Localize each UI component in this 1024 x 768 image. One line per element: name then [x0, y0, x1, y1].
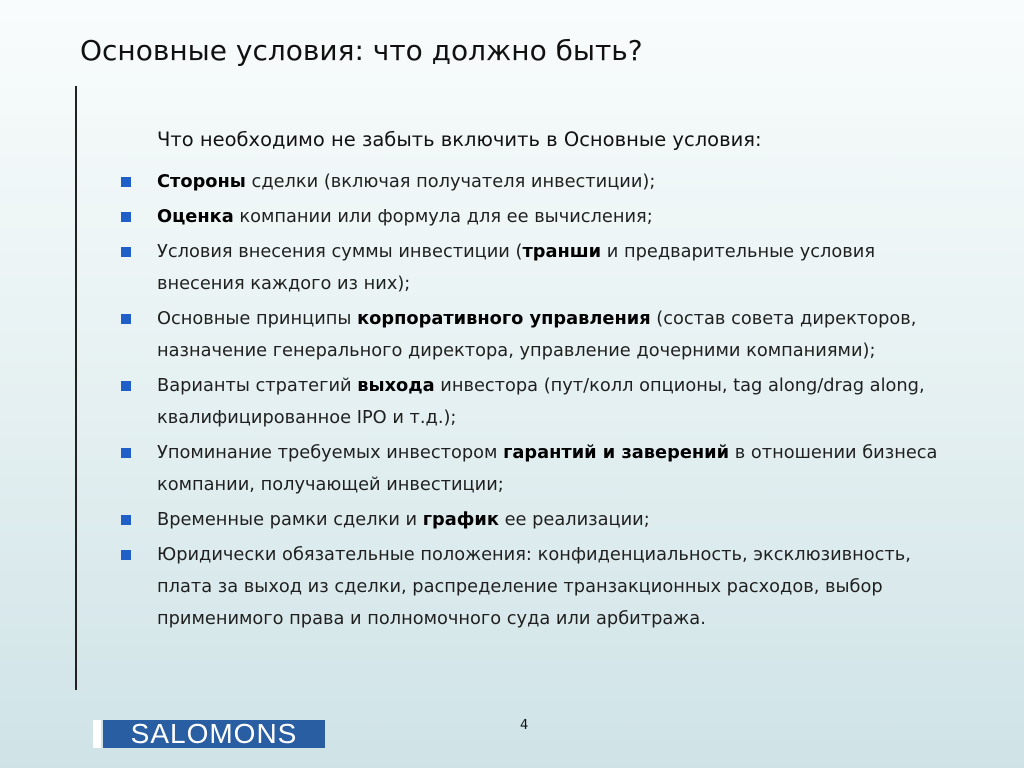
slide-title: Основные условия: что должно быть? — [80, 34, 643, 67]
bullet-text: Упоминание требуемых инвестором — [157, 442, 504, 463]
page-number: 4 — [520, 718, 529, 733]
bold-term: корпоративного управления — [357, 308, 651, 329]
bullet-text: Основные принципы — [157, 308, 358, 329]
bullet-text: Юридически обязательные положения: конфиденциальность, эксклюзивность, плата за выход из сделки, распределение транзакционных расходов, выбор применимого права и полномочного суда или арбитража. — [157, 544, 911, 629]
bold-term: выхода — [357, 375, 435, 396]
list-item — [0, 370, 957, 434]
bullet-text: инвестора (пут/колл опционы, tag along/drag along, квалифицированное IPO и т.д.); — [157, 375, 925, 428]
list-item — [0, 166, 957, 198]
bullet-text: в отношении бизнеса компании, получающей инвестиции; — [157, 442, 938, 495]
square-bullet-icon — [121, 314, 131, 324]
bold-term: Оценка — [157, 206, 234, 227]
list-item — [0, 303, 957, 367]
bullet-list — [0, 166, 1024, 638]
square-bullet-icon — [121, 550, 131, 560]
square-bullet-icon — [121, 247, 131, 257]
bullet-text: сделки (включая получателя инвестиции); — [245, 171, 656, 192]
intro-text: Что необходимо не забыть включить в Основные условия: — [157, 128, 762, 151]
square-bullet-icon — [121, 177, 131, 187]
bullet-text: (состав совета директоров, назначение генерального директора, управление дочерними компаниями); — [157, 308, 917, 361]
logo-text: SALOMONS — [103, 720, 325, 748]
square-bullet-icon — [121, 448, 131, 458]
bold-term: график — [422, 509, 499, 530]
bold-term: гарантий и заверений — [503, 442, 730, 463]
square-bullet-icon — [121, 381, 131, 391]
list-item — [0, 201, 957, 233]
bullet-text: Условия внесения суммы инвестиции ( — [157, 241, 523, 262]
list-item — [0, 504, 957, 536]
bold-term: транши — [522, 241, 602, 262]
bullet-text: Варианты стратегий — [157, 375, 358, 396]
salomons-logo — [93, 720, 327, 748]
logo-bar — [93, 720, 101, 748]
list-item — [0, 539, 957, 635]
bold-term: Стороны — [157, 171, 246, 192]
square-bullet-icon — [121, 515, 131, 525]
list-item — [0, 236, 957, 300]
square-bullet-icon — [121, 212, 131, 222]
bullet-text: компании или формула для ее вычисления; — [233, 206, 653, 227]
list-item — [0, 437, 957, 501]
bullet-text: Временные рамки сделки и — [157, 509, 423, 530]
bullet-text: и предварительные условия внесения каждого из них); — [157, 241, 876, 294]
bullet-text: ее реализации; — [498, 509, 650, 530]
